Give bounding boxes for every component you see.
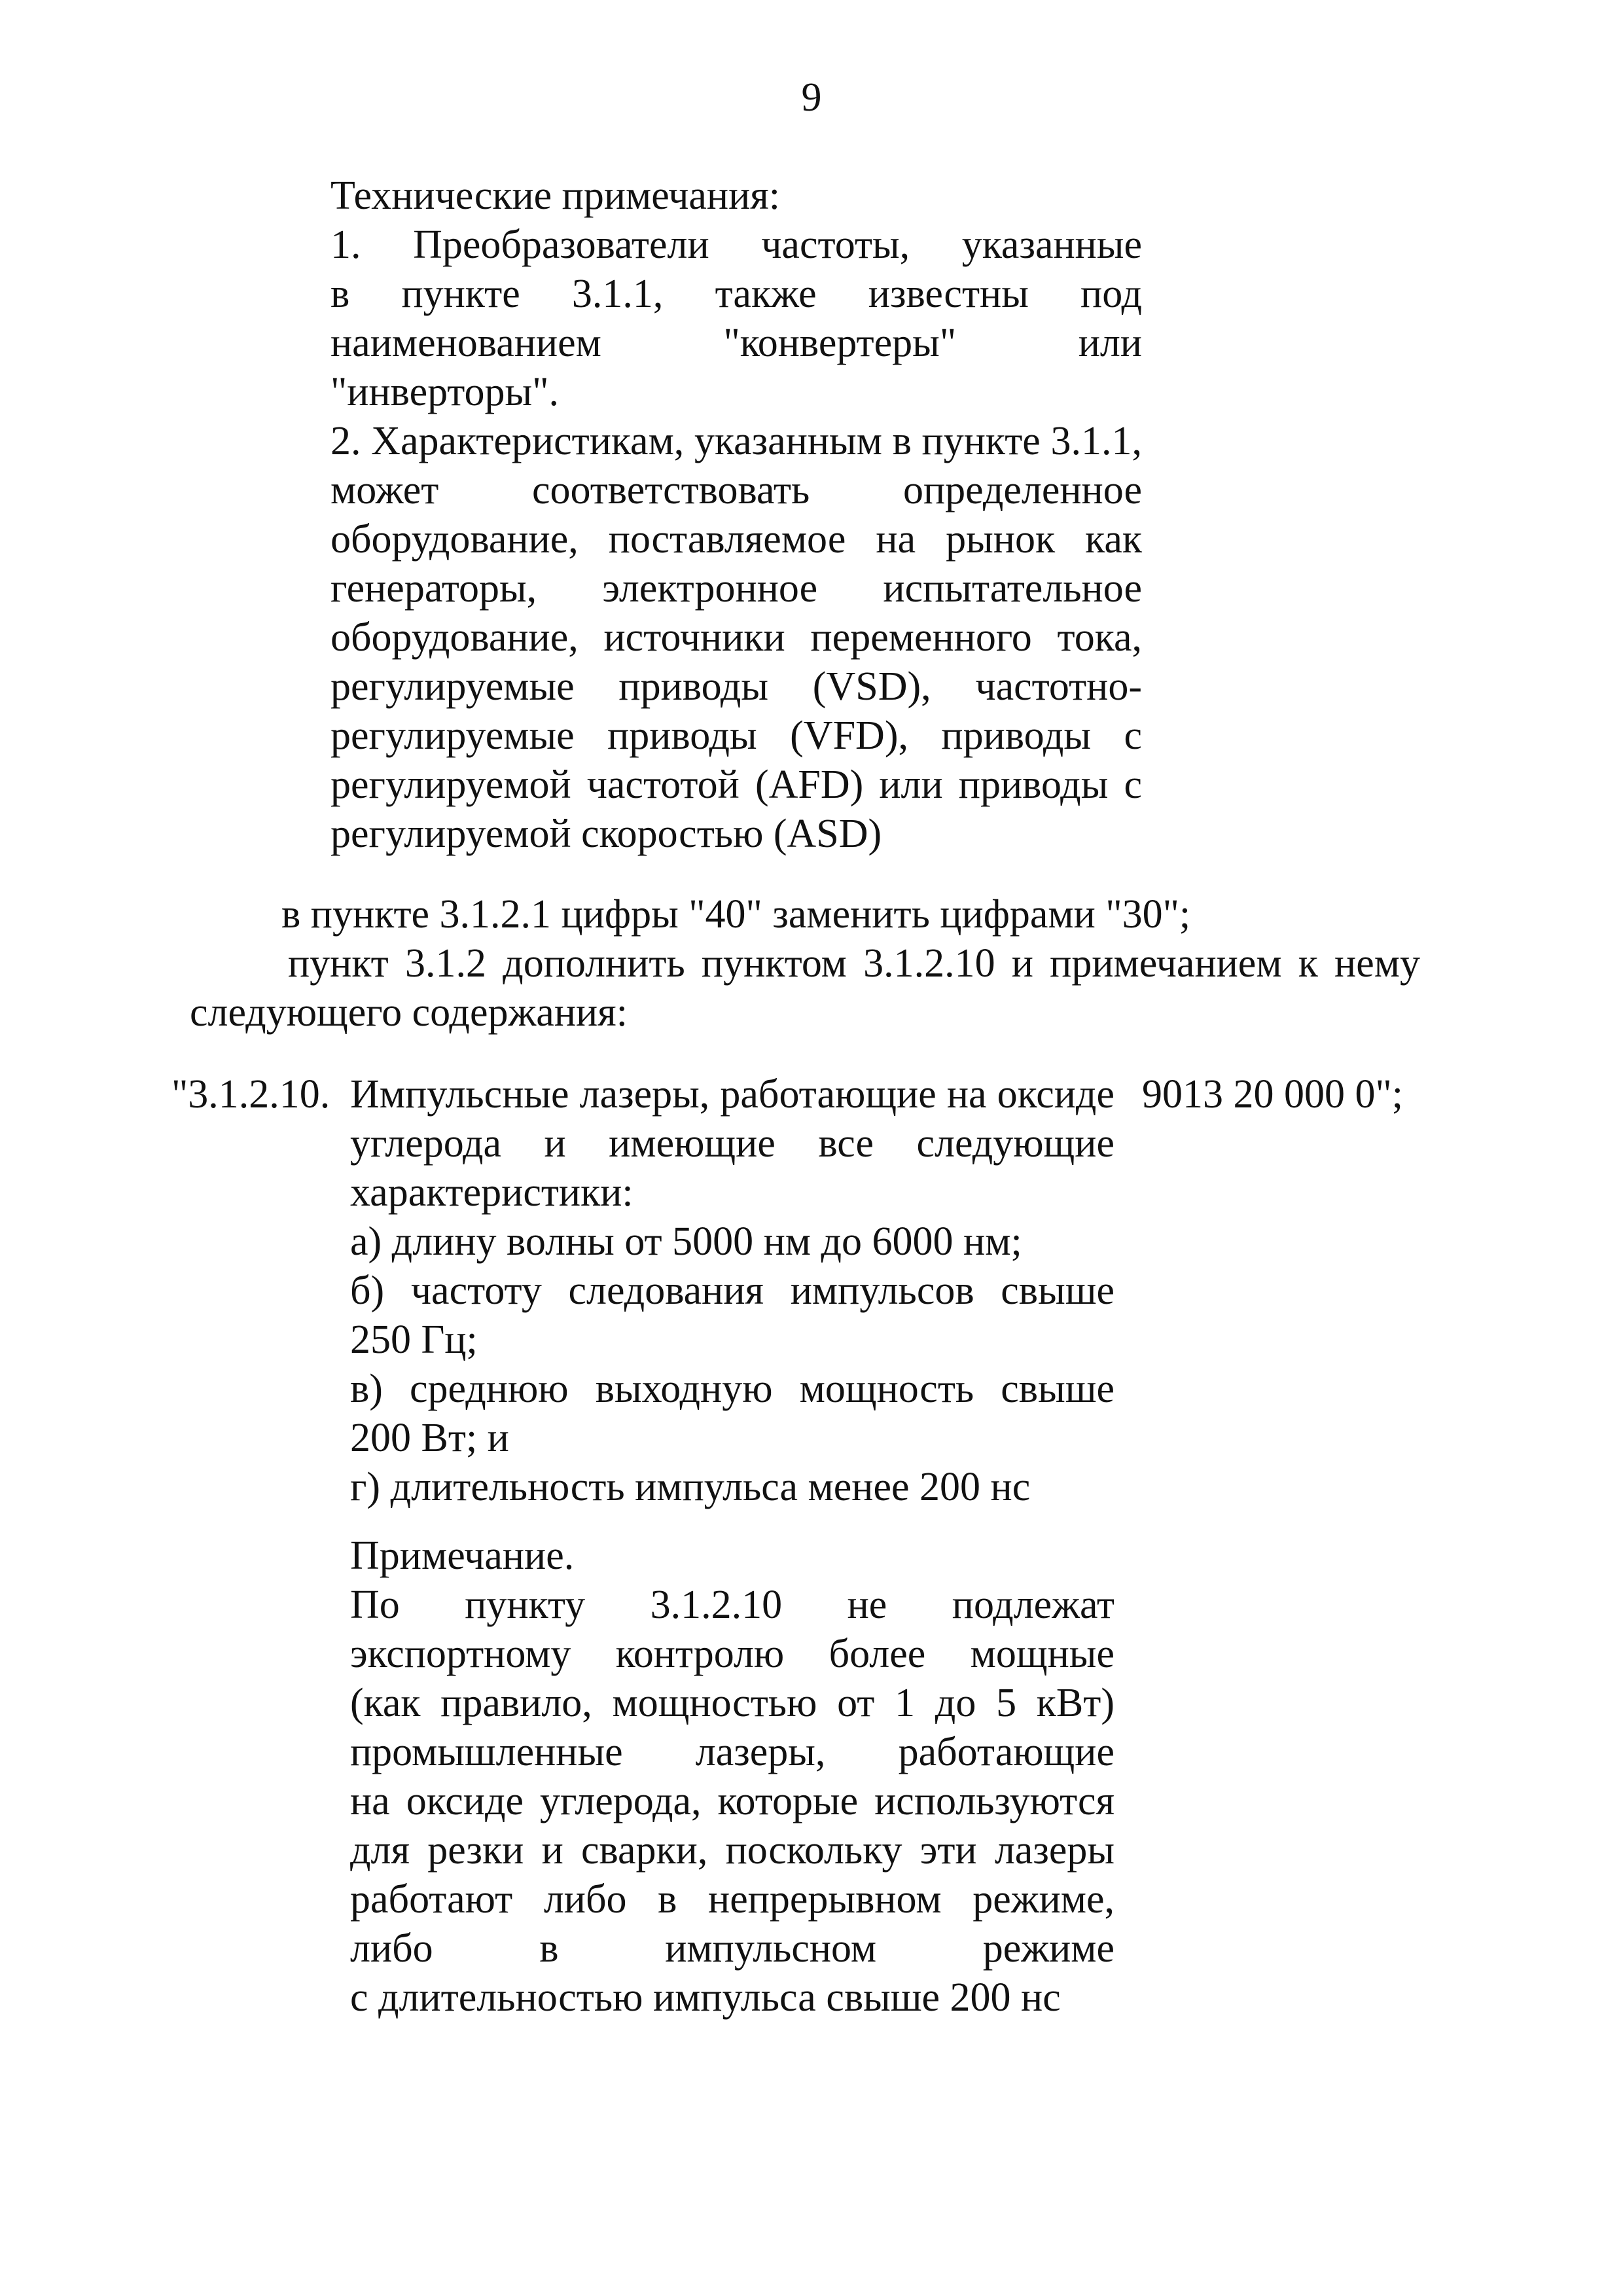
item-note — [350, 1532, 1115, 2022]
note1-line: "инверторы". — [330, 370, 560, 414]
technical-notes — [330, 171, 1142, 859]
item-line: в) среднюю выходную мощность свыше — [350, 1367, 1115, 1411]
amendment-line: пункт 3.1.2 дополнить пунктом 3.1.2.10 и примечанием к нему — [288, 941, 1420, 986]
item-line: а) длину волны от 5000 нм до 6000 нм; — [350, 1219, 1022, 1264]
item-note-line: для резки и сварки, поскольку эти лазеры — [350, 1828, 1115, 1873]
item-line: Импульсные лазеры, работающие на оксиде — [350, 1072, 1115, 1117]
item-note-line: работают либо в непрерывном режиме, — [350, 1877, 1115, 1922]
technical-notes-heading: Технические примечания: — [330, 173, 781, 218]
item-description — [350, 1070, 1115, 1512]
item-note-line: на оксиде углерода, которые используются — [350, 1779, 1115, 1823]
amendment-line: следующего содержания: — [190, 990, 628, 1035]
item-line: характеристики: — [350, 1170, 633, 1215]
item-code: 9013 20 000 0"; — [1142, 1072, 1404, 1117]
item-line: 200 Вт; и — [350, 1416, 509, 1460]
item-line: углерода и имеющие все следующие — [350, 1121, 1115, 1166]
item-number: "3.1.2.10. — [171, 1072, 330, 1117]
note1-line: наименованием "конвертеры" или — [330, 321, 1142, 365]
item-note-line: По пункту 3.1.2.10 не подлежат — [350, 1583, 1115, 1627]
note2-line: оборудование, источники переменного тока, — [330, 615, 1142, 660]
amendment-line: в пункте 3.1.2.1 цифры "40" заменить цифрами "30"; — [281, 892, 1191, 937]
note2-line: регулируемой частотой (AFD) или приводы с — [330, 762, 1142, 807]
note2-line: 2. Характеристикам, указанным в пункте 3.1.1, — [330, 419, 1142, 463]
note2-line: регулируемой скоростью (ASD) — [330, 812, 882, 856]
item-note-line: промышленные лазеры, работающие — [350, 1730, 1115, 1774]
note2-line: регулируемые приводы (VFD), приводы с — [330, 713, 1142, 758]
item-line: 250 Гц; — [350, 1318, 478, 1362]
item-note-line: либо в импульсном режиме — [350, 1926, 1115, 1971]
item-line: г) длительность импульса менее 200 нс — [350, 1465, 1031, 1509]
item-note-heading: Примечание. — [350, 1534, 575, 1578]
note1-line: 1. Преобразователи частоты, указанные — [330, 223, 1142, 267]
note2-line: регулируемые приводы (VSD), частотно- — [330, 664, 1142, 709]
item-line: б) частоту следования импульсов свыше — [350, 1268, 1115, 1313]
note1-line: в пункте 3.1.1, также известны под — [330, 272, 1142, 316]
item-note-line: экспортному контролю более мощные — [350, 1632, 1115, 1676]
page-number: 9 — [801, 75, 822, 120]
note2-line: может соответствовать определенное — [330, 468, 1142, 512]
amendments — [190, 890, 1420, 1037]
item-note-line: (как правило, мощностью от 1 до 5 кВт) — [350, 1681, 1115, 1725]
note2-line: генераторы, электронное испытательное — [330, 566, 1142, 611]
item-note-line: с длительностью импульса свыше 200 нс — [350, 1975, 1061, 2020]
note2-line: оборудование, поставляемое на рынок как — [330, 517, 1142, 562]
